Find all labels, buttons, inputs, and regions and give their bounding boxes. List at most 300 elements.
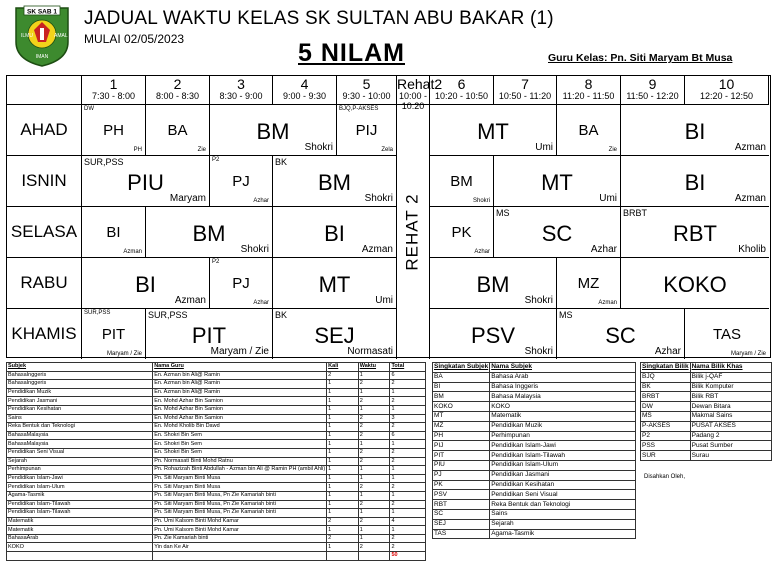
- lesson-cell: [621, 207, 769, 258]
- table-cell: Bahasa Malaysia: [490, 392, 636, 402]
- table-cell: En. Shokri Bin Sem: [153, 448, 327, 457]
- teacher-name: Maryam / Zie: [730, 351, 766, 357]
- table-row: [433, 411, 636, 421]
- subject-code: BI: [684, 170, 706, 195]
- table-cell: 1: [390, 474, 426, 483]
- table-cell: RBT: [433, 500, 490, 510]
- table-cell: 1: [327, 543, 359, 552]
- teacher-name: Azman: [123, 249, 142, 255]
- table-cell: PIJ: [433, 441, 490, 451]
- table-cell: Pn. Siti Maryam Binti Musa, Pn Zie Kamariah binti: [153, 509, 327, 518]
- table-row: [7, 466, 426, 475]
- table-cell: 2: [358, 431, 390, 440]
- table-cell: Pendidikan Jasmani: [490, 470, 636, 480]
- table-cell: P-AKSES: [641, 421, 691, 431]
- subject-code: BI: [135, 272, 156, 297]
- period-header-4: [273, 76, 337, 105]
- table-cell: 2: [390, 380, 426, 389]
- table-cell: 1: [327, 526, 359, 535]
- table-cell: 1: [358, 466, 390, 475]
- period-header-2: [146, 76, 210, 105]
- table-cell: Yin dan Ke Air: [153, 543, 327, 552]
- table-cell: 2: [358, 414, 390, 423]
- lesson-cell: [430, 309, 557, 359]
- table-cell: 2: [327, 371, 359, 380]
- period-header-1: [82, 76, 146, 105]
- teacher-name: Zie: [197, 147, 206, 153]
- lesson-cell: [685, 309, 769, 359]
- table-cell: 1: [358, 509, 390, 518]
- corner-cell: [7, 76, 82, 105]
- table-cell: 1: [327, 397, 359, 406]
- teacher-name: Azhar: [590, 244, 617, 255]
- lesson-cell: [146, 207, 273, 258]
- subject-code: MT: [318, 272, 351, 297]
- lesson-cell: [430, 207, 494, 258]
- table-cell: PJ: [433, 470, 490, 480]
- lesson-cell: [337, 105, 397, 156]
- room-tag: SUR,PSS: [148, 310, 188, 320]
- day-label-khamis: KHAMIS: [7, 309, 82, 359]
- table-row: [433, 500, 636, 510]
- table-row: [7, 431, 426, 440]
- table-cell: 2: [358, 457, 390, 466]
- table-cell: Pendidikan Kesihatan: [7, 405, 153, 414]
- lesson-cell: [82, 156, 210, 207]
- table-cell: 2: [390, 423, 426, 432]
- period-time: 11:20 - 11:50: [562, 91, 615, 101]
- period-time: 9:30 - 10:00: [342, 91, 391, 101]
- table-cell: P2: [641, 431, 691, 441]
- table-row: [7, 448, 426, 457]
- table-cell: Pn. Siti Maryam Binti Musa: [153, 474, 327, 483]
- room-tag: MS: [559, 310, 573, 320]
- room-tag: BK: [275, 310, 288, 320]
- lesson-cell: [273, 258, 397, 309]
- lesson-cell: [210, 258, 273, 309]
- lesson-cell: [273, 156, 397, 207]
- period-number: 8: [584, 76, 593, 92]
- table-cell: SC: [433, 509, 490, 519]
- lesson-cell: [82, 207, 146, 258]
- logo-top-text: SK SAB 1: [27, 8, 57, 16]
- table-row: [641, 431, 772, 441]
- table-row: [641, 451, 772, 461]
- subject-code: TAS: [712, 326, 742, 343]
- table-header-cell: Kali: [327, 363, 359, 372]
- period-number: 2: [173, 76, 182, 92]
- table-cell: 2: [390, 543, 426, 552]
- table-cell: 2: [358, 380, 390, 389]
- table-cell: Surau: [690, 451, 771, 461]
- table-cell: Bilik RBT: [690, 392, 771, 402]
- period-time: 10:20 - 10:50: [434, 91, 489, 101]
- period-time: 7:30 - 8:00: [91, 91, 136, 101]
- table-row: [7, 543, 426, 552]
- teacher-name: Kholib: [738, 244, 766, 255]
- table-cell: BahasaArab: [7, 534, 153, 543]
- lesson-cell: [494, 207, 621, 258]
- subject-code: PIU: [127, 170, 164, 195]
- period-time: 8:00 - 8:30: [155, 91, 200, 101]
- table-header-row: [641, 363, 772, 373]
- subject-code: MT: [541, 170, 573, 195]
- table-cell: Pendidikan Jasmani: [7, 397, 153, 406]
- period-header-8: [494, 76, 557, 105]
- table-header-cell: Subjek: [7, 363, 153, 372]
- table-cell: 1: [358, 440, 390, 449]
- lesson-cell: [430, 105, 557, 156]
- table-cell: Sejarah: [490, 519, 636, 529]
- teacher-name: Shokri: [364, 193, 393, 204]
- table-cell: PIT: [433, 451, 490, 461]
- table-cell: Matematik: [7, 526, 153, 535]
- table-cell: [327, 552, 359, 561]
- table-header-cell: Singkatan Bilik: [642, 363, 689, 371]
- table-cell: 1: [358, 534, 390, 543]
- table-row: [7, 405, 426, 414]
- lesson-cell: [557, 309, 685, 359]
- table-cell: En. Mohd Azhar Bin Samion: [153, 397, 327, 406]
- subject-code: BM: [192, 221, 226, 246]
- table-cell: 2: [358, 517, 390, 526]
- table-cell: 1: [327, 414, 359, 423]
- table-cell: En. Azman bin Ali@ Ramin: [153, 371, 327, 380]
- table-cell: Pendidikan Islam-Ulum: [490, 460, 636, 470]
- table-cell: PSV: [433, 490, 490, 500]
- day-label-isnin: ISNIN: [7, 156, 82, 207]
- table-cell: 2: [358, 423, 390, 432]
- lesson-cell: [621, 105, 769, 156]
- table-cell: DW: [641, 402, 691, 412]
- teacher-name: Shokri: [524, 295, 553, 306]
- table-cell: En. Azman bin Ali@ Ramin: [153, 388, 327, 397]
- table-cell: Pendidikan Muzik: [490, 421, 636, 431]
- period-time: 8:30 - 9:00: [219, 91, 263, 101]
- table-cell: En. Mohd Kholib Bin Dawd: [153, 423, 327, 432]
- table-cell: 6: [390, 431, 426, 440]
- table-row: [433, 451, 636, 461]
- table-cell: 2: [390, 397, 426, 406]
- table-cell: Pendidikan Islam-Jawi: [7, 474, 153, 483]
- table-row: [7, 483, 426, 492]
- table-row: [641, 382, 772, 392]
- teacher-name: Azhar: [654, 346, 681, 357]
- table-cell: [153, 552, 327, 561]
- period-number: 9: [648, 76, 657, 92]
- day-label-rabu: RABU: [7, 258, 82, 309]
- table-cell: 1: [390, 466, 426, 475]
- table-cell: MS: [641, 411, 691, 421]
- table-cell: SUR: [641, 451, 691, 461]
- table-cell: Bahasa Arab: [490, 372, 636, 382]
- subject-code: BM: [476, 272, 510, 297]
- table-cell: 1: [390, 440, 426, 449]
- table-cell: BahasaInggeris: [7, 380, 153, 389]
- subject-code: BM: [256, 119, 290, 144]
- room-tag: BRBT: [623, 208, 648, 218]
- table-cell: Bahasa Inggeris: [490, 382, 636, 392]
- table-row: [433, 421, 636, 431]
- table-cell: Pn. Normasati Binti Mohd Ratnu: [153, 457, 327, 466]
- break-column: [397, 105, 430, 359]
- subject-code: KOKO: [663, 272, 727, 297]
- table-row: [641, 421, 772, 431]
- table-cell: En. Mohd Azhar Bin Samion: [153, 405, 327, 414]
- room-tag: MS: [496, 208, 510, 218]
- lesson-cell: [146, 309, 273, 359]
- room-tag: SUR,PSS: [84, 157, 124, 167]
- table-row: [433, 529, 636, 539]
- table-cell: En. Shokri Bin Sem: [153, 431, 327, 440]
- table-cell: Pendidikan Islam-Tilawah: [490, 451, 636, 461]
- table-row: [433, 431, 636, 441]
- lesson-cell: [210, 156, 273, 207]
- period-header-3: [210, 76, 273, 105]
- subject-code: BI: [106, 224, 121, 241]
- table-row: [7, 380, 426, 389]
- day-label-ahad: AHAD: [7, 105, 82, 156]
- period-number: Rehat2: [397, 76, 443, 92]
- subject-code: BM: [318, 170, 351, 195]
- table-row: [7, 500, 426, 509]
- table-cell: 1: [358, 474, 390, 483]
- table-row: [7, 371, 426, 380]
- table-cell: MZ: [433, 421, 490, 431]
- table-row: [433, 392, 636, 402]
- table-cell: Makmal Sains: [690, 411, 771, 421]
- table-cell: Pendidikan Muzik: [7, 388, 153, 397]
- teacher-name: Maryam: [169, 193, 206, 204]
- table-row: [433, 509, 636, 519]
- teacher-name: Azman: [598, 300, 617, 306]
- period-number: 1: [109, 76, 118, 92]
- lesson-cell: [557, 258, 621, 309]
- subject-legend-table: [432, 362, 636, 539]
- table-cell: 1: [390, 491, 426, 500]
- table-cell: Bilik Komputer: [690, 382, 771, 392]
- table-cell: [358, 552, 390, 561]
- lesson-cell: [82, 105, 146, 156]
- table-row: [433, 480, 636, 490]
- room-legend-table: [640, 362, 772, 461]
- period-time: 10:50 - 11:20: [498, 91, 552, 101]
- table-row: [641, 411, 772, 421]
- table-cell: 1: [327, 448, 359, 457]
- table-cell: Pn. Siti Maryam Binti Musa, Pn Zie Kamariah binti: [153, 491, 327, 500]
- class-teacher: Guru Kelas: Pn. Siti Maryam Bt Musa: [548, 52, 733, 64]
- table-row: [641, 441, 772, 451]
- lesson-cell: [621, 156, 769, 207]
- table-cell: 4: [390, 517, 426, 526]
- table-cell: 2: [390, 534, 426, 543]
- table-row: [433, 490, 636, 500]
- table-row: [7, 423, 426, 432]
- table-cell: TAS: [433, 529, 490, 539]
- table-cell: Pn. Siti Maryam Binti Musa, Pn Zie Kamariah binti: [153, 500, 327, 509]
- table-cell: 1: [327, 423, 359, 432]
- table-cell: Dewan Bitara: [690, 402, 771, 412]
- table-cell: Pendidikan Seni Visual: [7, 448, 153, 457]
- subject-code: BM: [450, 173, 473, 190]
- table-cell: 2: [358, 500, 390, 509]
- table-cell: En. Mohd Azhar Bin Samion: [153, 414, 327, 423]
- table-cell: Pendidikan Islam-Tilawah: [7, 500, 153, 509]
- table-cell: 1: [358, 405, 390, 414]
- table-header-cell: Nama Subjek: [490, 363, 636, 373]
- teacher-name: Zela: [381, 147, 393, 153]
- subject-code: RBT: [673, 221, 717, 246]
- table-cell: 1: [327, 380, 359, 389]
- subject-code: PJ: [232, 275, 250, 292]
- class-name: 5 NILAM: [298, 39, 405, 67]
- table-cell: 2: [358, 543, 390, 552]
- period-time: 10:00 - 10:20: [398, 91, 428, 111]
- period-number: 6: [457, 76, 466, 92]
- table-cell: Sains: [490, 509, 636, 519]
- table-cell: 1: [327, 509, 359, 518]
- table-cell: 1: [327, 466, 359, 475]
- table-row: [7, 457, 426, 466]
- teacher-name: Azhar: [474, 249, 490, 255]
- table-cell: 1: [327, 431, 359, 440]
- table-cell: PIU: [433, 460, 490, 470]
- teacher-name: Shokri: [524, 346, 553, 357]
- lesson-cell: [273, 207, 397, 258]
- teacher-name: Umi: [599, 193, 617, 204]
- table-header-cell: Singkatan Subjek: [434, 363, 489, 371]
- period-header-9: [557, 76, 621, 105]
- table-header-cell: Waktu: [358, 363, 390, 372]
- table-cell: Pendidikan Islam-Ulum: [7, 483, 153, 492]
- page-title: JADUAL WAKTU KELAS SK SULTAN ABU BAKAR (1): [84, 8, 554, 29]
- table-cell: En. Shokri Bin Sem: [153, 440, 327, 449]
- teacher-name: Umi: [375, 295, 393, 306]
- subject-code: PH: [103, 122, 124, 139]
- lesson-cell: [146, 105, 210, 156]
- room-tag: DW: [84, 106, 94, 112]
- table-cell: 2: [358, 397, 390, 406]
- table-cell: BahasaMalaysia: [7, 431, 153, 440]
- table-row: [7, 509, 426, 518]
- table-cell: BahasaMalaysia: [7, 440, 153, 449]
- table-cell: KOKO: [7, 543, 153, 552]
- table-row: [433, 372, 636, 382]
- table-cell: BA: [433, 372, 490, 382]
- table-cell: PK: [433, 480, 490, 490]
- table-cell: 1: [327, 483, 359, 492]
- period-number: 10: [718, 76, 735, 92]
- lesson-cell: [430, 156, 494, 207]
- table-cell: 2: [358, 448, 390, 457]
- table-row: [7, 517, 426, 526]
- subject-code: PIJ: [355, 122, 378, 139]
- subject-code: PJ: [232, 173, 250, 190]
- start-date: MULAI 02/05/2023: [84, 32, 185, 46]
- table-cell: Matematik: [490, 411, 636, 421]
- room-tag: P2: [212, 259, 220, 265]
- table-row: [7, 491, 426, 500]
- table-cell: Pn. Umi Kalsom Binti Mohd Kamar: [153, 517, 327, 526]
- teacher-name: Azhar: [253, 300, 269, 306]
- teacher-name: Maryam / Zie: [210, 346, 269, 357]
- subject-code: MZ: [577, 275, 600, 292]
- table-cell: 50: [390, 552, 426, 561]
- table-row: [433, 460, 636, 470]
- period-number: 7: [521, 76, 529, 92]
- table-cell: Padang 2: [690, 431, 771, 441]
- table-cell: 1: [327, 457, 359, 466]
- subject-code: PIT: [101, 326, 126, 343]
- table-cell: Pn. Zie Kamariah binti: [153, 534, 327, 543]
- table-cell: 1: [390, 388, 426, 397]
- table-row: [7, 388, 426, 397]
- table-header-cell: Total: [390, 363, 426, 372]
- table-cell: SEJ: [433, 519, 490, 529]
- table-cell: Reka Bentuk dan Teknologi: [490, 500, 636, 510]
- table-row: [7, 534, 426, 543]
- table-cell: Pn. Siti Maryam Binti Musa: [153, 483, 327, 492]
- table-cell: [7, 552, 153, 561]
- table-cell: 1: [327, 500, 359, 509]
- table-cell: Pendidikan Islam-Tilawah: [7, 509, 153, 518]
- table-cell: BJQ: [641, 372, 691, 382]
- table-cell: 1: [327, 491, 359, 500]
- table-cell: 6: [390, 371, 426, 380]
- lesson-cell: [430, 258, 557, 309]
- subject-code: BI: [324, 221, 345, 246]
- teacher-name: PH: [133, 147, 142, 153]
- table-cell: PSS: [641, 441, 691, 451]
- table-cell: 2: [390, 500, 426, 509]
- table-cell: BM: [433, 392, 490, 402]
- table-cell: 1: [327, 405, 359, 414]
- subject-code: PIT: [191, 323, 227, 348]
- teacher-name: Azman: [361, 244, 393, 255]
- period-time: 12:20 - 12:50: [699, 91, 754, 101]
- room-tag: BK: [275, 157, 288, 167]
- table-header-row: [7, 363, 426, 372]
- subject-code: SC: [541, 221, 573, 246]
- period-number: 4: [300, 76, 309, 92]
- period-header-7: [430, 76, 494, 105]
- teacher-name: Normasati: [347, 346, 393, 357]
- table-cell: 1: [358, 526, 390, 535]
- lesson-cell: [557, 105, 621, 156]
- signed-label: Disahkan Oleh,: [644, 474, 686, 480]
- subject-code: PSV: [470, 323, 516, 348]
- teacher-name: Azhar: [253, 198, 269, 204]
- period-header-6: [397, 76, 443, 111]
- lesson-cell: [210, 105, 337, 156]
- table-cell: Pn. Umi Kalsom Binti Mohd Kamar: [153, 526, 327, 535]
- table-row: [7, 414, 426, 423]
- lesson-cell: [82, 309, 146, 359]
- table-row: [433, 441, 636, 451]
- teacher-name: Azman: [734, 193, 766, 204]
- room-tag: BJQ,P-AKSES: [339, 106, 379, 112]
- teacher-name: Umi: [535, 142, 553, 153]
- logo-right-text: AMAL: [54, 33, 68, 39]
- table-cell: Agama-Tasmik: [490, 529, 636, 539]
- break-label: REHAT 2: [403, 193, 423, 271]
- table-cell: 2: [327, 517, 359, 526]
- table-cell: PUSAT AKSES: [690, 421, 771, 431]
- table-row: [7, 440, 426, 449]
- table-cell: 2: [327, 534, 359, 543]
- teacher-name: Shokri: [304, 142, 333, 153]
- table-row: [433, 519, 636, 529]
